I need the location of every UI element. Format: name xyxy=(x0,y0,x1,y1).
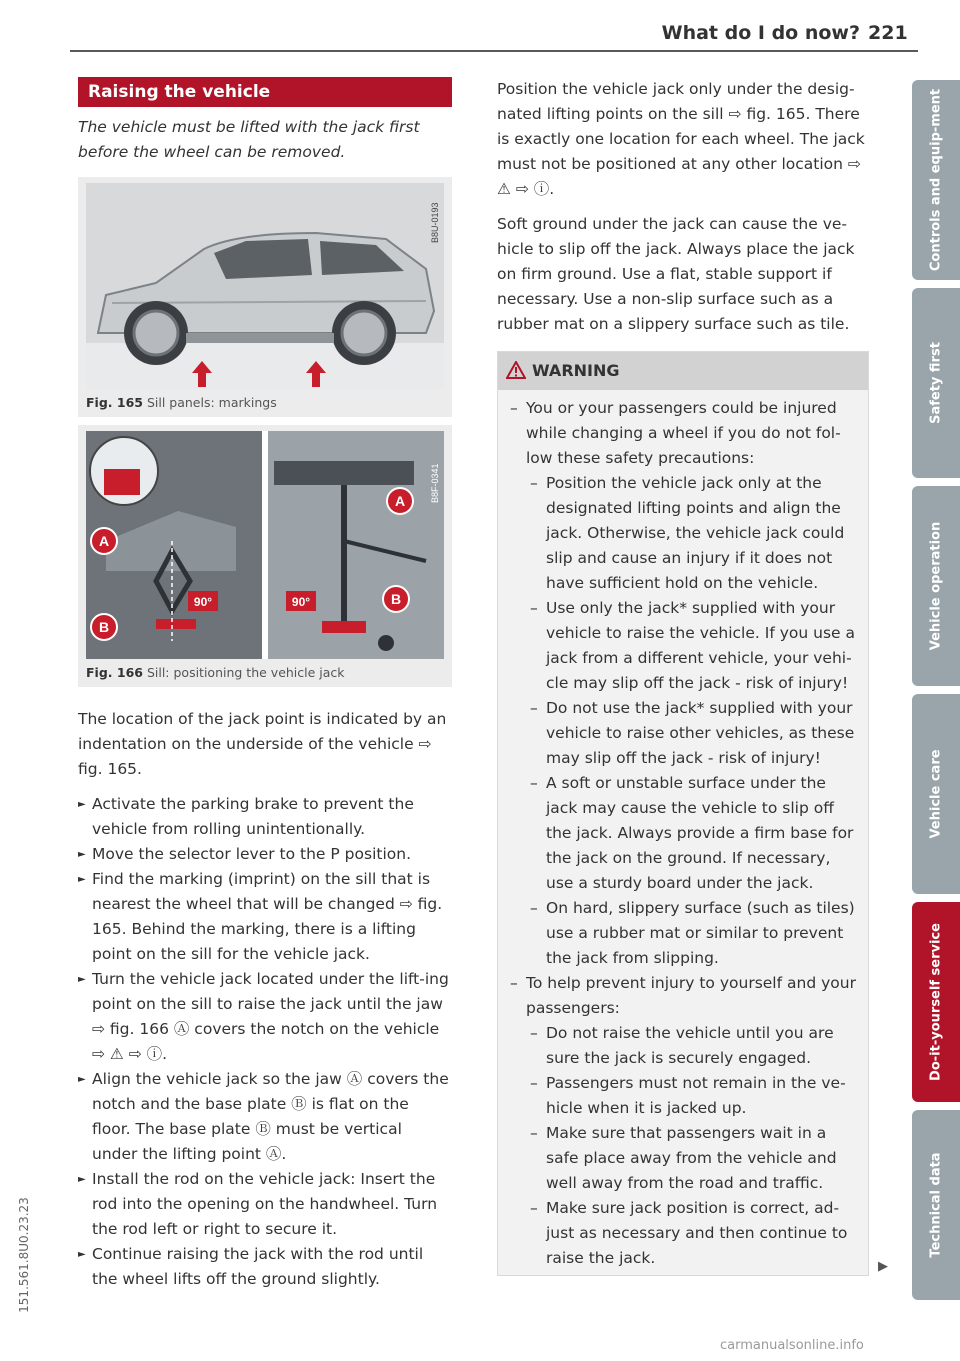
figure-166-caption: Fig. 166 Sill: positioning the vehicle jack xyxy=(86,665,345,680)
warning-item: – To help prevent injury to yourself and your passengers: xyxy=(506,971,860,1021)
header-rule xyxy=(70,50,918,52)
procedure-step: ► Activate the parking brake to prevent the vehicle from rolling unintentionally. xyxy=(78,792,452,842)
warning-subitem: – Do not raise the vehicle until you are sure the jack is securely engaged. xyxy=(506,1021,860,1071)
warning-subitem: – Use only the jack* supplied with your vehicle to raise the vehicle. If you use a jack from a different vehicle, your vehi-cle may slip off the jack - risk of injury! xyxy=(506,596,860,696)
figure-166 xyxy=(78,425,452,687)
page-number: 221 xyxy=(868,22,908,44)
callout-a-label-2: A xyxy=(394,493,406,509)
callout-b-label: B xyxy=(98,619,110,635)
tab-vehicle-care[interactable]: Vehicle care xyxy=(912,694,960,894)
warning-subitem: – Make sure that passengers wait in a safe place away from the vehicle and well away from the road and traffic. xyxy=(506,1121,860,1196)
continue-arrow-icon: ▶ xyxy=(878,1259,888,1274)
jack-positioning-illustration xyxy=(86,431,444,659)
procedure-step: ► Install the rod on the vehicle jack: Insert the rod into the opening on the handwheel. Turn the rod left or right to secure it. xyxy=(78,1167,452,1242)
tab-safety[interactable]: Safety first xyxy=(912,288,960,478)
procedure-step: ► Move the selector lever to the P position. xyxy=(78,842,452,867)
position-jack-paragraph: Position the vehicle jack only under the desig-nated lifting points on the sill ⇨ fig. 165. There is exactly one location for each wheel. The jack must not be positioned at any other location ⇨ ⚠ ⇨ ⓘ. xyxy=(497,80,865,198)
document-code: 151.561.8U0.23.23 xyxy=(17,1197,31,1313)
section-heading: Raising the vehicle xyxy=(78,77,452,107)
warning-subitem: – Make sure jack position is correct, ad-just as necessary and then continue to raise the jack. xyxy=(506,1196,860,1271)
left-column xyxy=(78,77,452,1292)
watermark: carmanualsonline.info xyxy=(720,1338,864,1353)
procedure-step: ► Find the marking (imprint) on the sill that is nearest the wheel that will be changed ⇨ fig. 165. Behind the marking, there is a lifting point on the sill for the vehicle jack. xyxy=(78,867,452,967)
soft-ground-paragraph: Soft ground under the jack can cause the ve-hicle to slip off the jack. Always place the jack on firm ground. Use a flat, stable support if necessary. Use a non-slip surface such as a rubber mat on a slippery surface such as tile. xyxy=(497,215,855,333)
figure-code: B8U-0193 xyxy=(430,202,440,243)
tab-do-it-yourself[interactable]: Do-it-yourself service xyxy=(912,902,960,1102)
warning-title: WARNING xyxy=(532,361,620,380)
callout-a-label: A xyxy=(98,533,110,549)
jack-point-paragraph: The location of the jack point is indicated by an indentation on the underside of the vehicle ⇨ fig. 165. xyxy=(78,710,447,778)
figure-165 xyxy=(78,177,452,417)
procedure-step: ► Align the vehicle jack so the jaw Ⓐ covers the notch and the base plate Ⓑ is flat on the floor. The base plate Ⓑ must be vertical under the lifting point Ⓐ. xyxy=(78,1067,452,1167)
procedure-step: ► Continue raising the jack with the rod until the wheel lifts off the ground slightly. xyxy=(78,1242,452,1292)
procedure-step: ► Turn the vehicle jack located under the lift-ing point on the sill to raise the jack until the jaw ⇨ fig. 166 Ⓐ covers the notch on the vehicle ⇨ ⚠ ⇨ ⓘ. xyxy=(78,967,452,1067)
callout-b-label-2: B xyxy=(390,591,402,607)
right-column xyxy=(497,77,869,1276)
warning-subitem: – Position the vehicle jack only at the designated lifting points and align the jack. Otherwise, the vehicle jack could slip and cause an injury if it does not have sufficient hold on the vehicle. xyxy=(506,471,860,596)
tab-vehicle-operation[interactable]: Vehicle operation xyxy=(912,486,960,686)
warning-box xyxy=(497,351,869,1276)
warning-item: – You or your passengers could be injured while changing a wheel if you do not fol-low these safety precautions: xyxy=(506,396,860,471)
warning-triangle-icon xyxy=(506,361,526,379)
warning-subitem: – On hard, slippery surface (such as tiles) use a rubber mat or similar to prevent the jack from slipping. xyxy=(506,896,860,971)
figure-165-caption: Fig. 165 Sill panels: markings xyxy=(86,395,277,410)
warning-header xyxy=(498,352,868,390)
warning-subitem: – Do not use the jack* supplied with your vehicle to raise other vehicles, as these may slip off the jack - risk of injury! xyxy=(506,696,860,771)
angle-label-2: 90° xyxy=(291,595,311,609)
procedure-list xyxy=(78,792,452,1292)
warning-subitem: – A soft or unstable surface under the jack may cause the vehicle to slip off the jack. Always provide a firm base for the jack on the ground. If necessary, use a sturdy board under the jack. xyxy=(506,771,860,896)
tab-technical-data[interactable]: Technical data xyxy=(912,1110,960,1300)
warning-body xyxy=(498,390,868,1275)
car-sill-markings-illustration xyxy=(86,183,444,389)
section-intro: The vehicle must be lifted with the jack first before the wheel can be removed. xyxy=(78,118,420,161)
angle-label: 90° xyxy=(193,595,213,609)
warning-subitem: – Passengers must not remain in the ve-hicle when it is jacked up. xyxy=(506,1071,860,1121)
tab-controls[interactable]: Controls and equip-ment xyxy=(912,80,960,280)
figure-code-2: B8F-0341 xyxy=(430,463,440,503)
running-header-title: What do I do now? xyxy=(661,22,860,44)
